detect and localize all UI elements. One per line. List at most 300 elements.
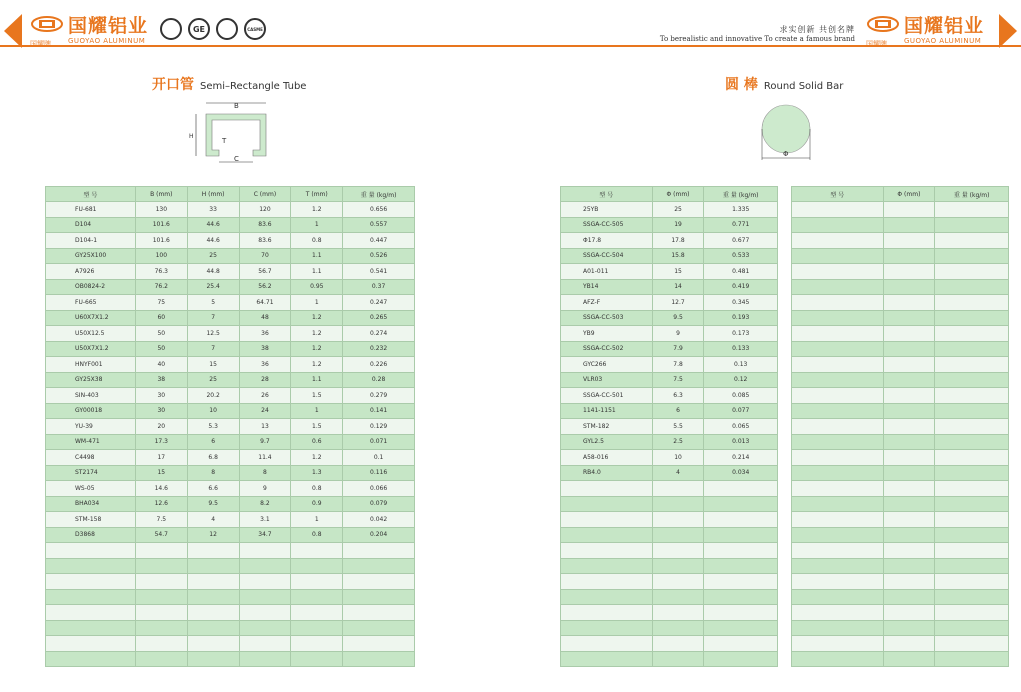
table-cell (935, 496, 1009, 512)
table-cell (135, 636, 187, 652)
table-row (46, 605, 415, 621)
table-cell (935, 279, 1009, 295)
table-cell (652, 636, 704, 652)
table-cell: 76.3 (135, 264, 187, 280)
table-cell (704, 496, 778, 512)
table-row (792, 217, 1009, 233)
table-cell: 0.116 (343, 465, 415, 481)
table-cell (652, 574, 704, 590)
table-cell: 4 (652, 465, 704, 481)
table-cell: 0.065 (704, 419, 778, 435)
table-row (792, 481, 1009, 497)
table-cell: 1.2 (291, 326, 343, 342)
table-cell: 1.2 (291, 341, 343, 357)
table-cell: STM-182 (561, 419, 653, 435)
column-header: Φ (mm) (652, 187, 704, 202)
table-cell (883, 434, 935, 450)
table-cell: 101.6 (135, 217, 187, 233)
table-cell: 0.077 (704, 403, 778, 419)
table-cell: D3868 (46, 527, 136, 543)
table-cell (135, 605, 187, 621)
table-cell: 44.8 (187, 264, 239, 280)
table-cell: 40 (135, 357, 187, 373)
table-cell (561, 527, 653, 543)
table-cell: YB14 (561, 279, 653, 295)
table-row (561, 217, 778, 233)
table-cell: 7 (187, 310, 239, 326)
table-cell: 0.274 (343, 326, 415, 342)
table-cell: 56.2 (239, 279, 291, 295)
table-row (792, 527, 1009, 543)
table-row (561, 264, 778, 280)
table-row (792, 248, 1009, 264)
table-cell: 15 (135, 465, 187, 481)
table-cell: 1 (291, 403, 343, 419)
table-row (792, 233, 1009, 249)
table-cell: 10 (652, 450, 704, 466)
table-row (792, 279, 1009, 295)
table-cell (935, 620, 1009, 636)
table-cell: 15 (652, 264, 704, 280)
table-cell: 20.2 (187, 388, 239, 404)
table-cell: 0.279 (343, 388, 415, 404)
table-cell (883, 558, 935, 574)
table-cell: 0.12 (704, 372, 778, 388)
section-title-round-bar (725, 74, 843, 94)
table-cell (935, 419, 1009, 435)
table-cell: 5.5 (652, 419, 704, 435)
table-cell: 0.9 (291, 496, 343, 512)
table-cell: FU-665 (46, 295, 136, 311)
table-cell: 0.447 (343, 233, 415, 249)
brand-logo-left (30, 15, 149, 48)
table-row (792, 496, 1009, 512)
table-cell: GY25X38 (46, 372, 136, 388)
slogan (660, 24, 855, 43)
table-cell (135, 558, 187, 574)
table-cell: 44.6 (187, 233, 239, 249)
table-row (561, 543, 778, 559)
table-row (46, 341, 415, 357)
table-cell: C4498 (46, 450, 136, 466)
table-cell (792, 341, 884, 357)
table-cell: 28 (239, 372, 291, 388)
table-cell (792, 434, 884, 450)
table-cell: 0.771 (704, 217, 778, 233)
table-row (46, 419, 415, 435)
table-row (46, 403, 415, 419)
table-cell (561, 620, 653, 636)
table-cell (792, 512, 884, 528)
table-cell (935, 295, 1009, 311)
table-cell (935, 372, 1009, 388)
table-cell (561, 543, 653, 559)
table-cell: 30 (135, 388, 187, 404)
table-cell (704, 558, 778, 574)
table-cell: 25YB (561, 202, 653, 218)
table-cell: D104 (46, 217, 136, 233)
brand-name-en: GUOYAO ALUMINUM (904, 37, 982, 45)
table-cell: 0.677 (704, 233, 778, 249)
table-cell (935, 326, 1009, 342)
table-row (561, 558, 778, 574)
table-cell: 64.71 (239, 295, 291, 311)
table-row (561, 605, 778, 621)
table-row (46, 481, 415, 497)
table-cell (291, 605, 343, 621)
table-cell (883, 341, 935, 357)
table-cell (792, 589, 884, 605)
table-row (792, 651, 1009, 667)
table-cell (652, 589, 704, 605)
brand-name-cn: 国耀铝业 (68, 15, 149, 37)
table-cell (135, 651, 187, 667)
table-cell: SIN-403 (46, 388, 136, 404)
table-cell (291, 636, 343, 652)
table-cell (652, 620, 704, 636)
table-cell (935, 543, 1009, 559)
table-cell (883, 310, 935, 326)
table-cell (935, 341, 1009, 357)
table-cell: 0.079 (343, 496, 415, 512)
table-cell: VLR03 (561, 372, 653, 388)
table-cell (883, 217, 935, 233)
table-cell (883, 465, 935, 481)
table-cell (792, 450, 884, 466)
table-cell: 1.1 (291, 264, 343, 280)
table-cell (187, 620, 239, 636)
brand-sub-label: 国耀牌 (866, 40, 887, 48)
table-cell (792, 496, 884, 512)
table-cell: WM-471 (46, 434, 136, 450)
table-cell: 19 (652, 217, 704, 233)
table-cell (239, 605, 291, 621)
table-cell (704, 481, 778, 497)
table-cell (46, 651, 136, 667)
table-cell: 1 (291, 512, 343, 528)
table-cell (291, 543, 343, 559)
table-row (561, 326, 778, 342)
table-cell: BHA034 (46, 496, 136, 512)
table-cell: 7.9 (652, 341, 704, 357)
table-cell (883, 388, 935, 404)
brand-sub-label: 国耀牌 (30, 40, 51, 48)
table-cell: HNYF001 (46, 357, 136, 373)
table-cell (792, 636, 884, 652)
table-cell (343, 589, 415, 605)
table-row (561, 372, 778, 388)
table-row (792, 202, 1009, 218)
table-cell (239, 620, 291, 636)
table-cell: WS-05 (46, 481, 136, 497)
table-cell: 12.5 (187, 326, 239, 342)
table-cell (935, 388, 1009, 404)
table-row (46, 357, 415, 373)
table-cell: YU-39 (46, 419, 136, 435)
table-cell: 0.265 (343, 310, 415, 326)
table-cell (883, 372, 935, 388)
table-row (46, 264, 415, 280)
table-row (792, 388, 1009, 404)
table-row (46, 465, 415, 481)
table-cell: A7926 (46, 264, 136, 280)
slogan-en: To berealistic and innovative To create a famous brand (659, 35, 855, 43)
table-row (792, 310, 1009, 326)
section-title-en: Semi–Rectangle Tube (200, 81, 307, 92)
table-row (792, 403, 1009, 419)
section-title-semi-rectangle (152, 74, 306, 94)
table-cell (187, 589, 239, 605)
table-cell (883, 403, 935, 419)
table-cell (883, 496, 935, 512)
table-row (561, 233, 778, 249)
table-cell: 0.8 (291, 481, 343, 497)
table-cell: 0.1 (343, 450, 415, 466)
table-cell (652, 481, 704, 497)
table-cell (704, 543, 778, 559)
table-row (792, 434, 1009, 450)
table-row (561, 450, 778, 466)
table-cell: 26 (239, 388, 291, 404)
table-cell: 12.7 (652, 295, 704, 311)
table-cell (561, 651, 653, 667)
table-cell (935, 651, 1009, 667)
table-cell (792, 558, 884, 574)
table-cell: 44.6 (187, 217, 239, 233)
brand-logo-right (866, 15, 985, 48)
table-cell: 15.8 (652, 248, 704, 264)
table-row (792, 295, 1009, 311)
column-header: 重 量 (kg/m) (935, 187, 1009, 202)
table-cell (135, 574, 187, 590)
table-cell (704, 605, 778, 621)
table-cell (187, 558, 239, 574)
table-row (561, 574, 778, 590)
table-cell (792, 419, 884, 435)
table-cell: 11.4 (239, 450, 291, 466)
table-cell: 4 (187, 512, 239, 528)
table-cell (792, 372, 884, 388)
table-cell (561, 558, 653, 574)
table-cell: 7 (187, 341, 239, 357)
table-cell: 36 (239, 357, 291, 373)
table-cell (239, 574, 291, 590)
table-cell (704, 574, 778, 590)
column-header: 重 量 (kg/m) (343, 187, 415, 202)
table-cell (883, 605, 935, 621)
table-cell: 0.557 (343, 217, 415, 233)
table-row (561, 512, 778, 528)
table-cell (652, 558, 704, 574)
table-row (792, 450, 1009, 466)
table-cell (883, 248, 935, 264)
table-cell: 0.173 (704, 326, 778, 342)
table-row (46, 450, 415, 466)
table-cell: 48 (239, 310, 291, 326)
section-title-cn: 圆 棒 (725, 77, 758, 93)
table-cell (935, 465, 1009, 481)
table-cell (935, 512, 1009, 528)
table-cell (343, 574, 415, 590)
table-cell (135, 543, 187, 559)
table-cell: RB4.0 (561, 465, 653, 481)
table-row (561, 419, 778, 435)
table-cell (935, 558, 1009, 574)
table-cell (704, 512, 778, 528)
table-row (46, 651, 415, 667)
table-cell: 0.419 (704, 279, 778, 295)
table-cell: 0.013 (704, 434, 778, 450)
table-cell: U50X12.5 (46, 326, 136, 342)
table-cell: 0.204 (343, 527, 415, 543)
table-cell (239, 589, 291, 605)
table-cell: 0.226 (343, 357, 415, 373)
table-row (561, 496, 778, 512)
table-cell: 0.541 (343, 264, 415, 280)
table-cell: 0.345 (704, 295, 778, 311)
table-cell: 50 (135, 326, 187, 342)
table-cell: 0.95 (291, 279, 343, 295)
table-cell (792, 233, 884, 249)
certification-badges (160, 18, 266, 40)
table-cell: 9 (652, 326, 704, 342)
diagram-label-t: T (222, 137, 227, 145)
table-cell (652, 605, 704, 621)
table-row (792, 357, 1009, 373)
round-bar-diagram (758, 102, 818, 168)
table-row (561, 357, 778, 373)
table-row (561, 310, 778, 326)
table-cell: 7.8 (652, 357, 704, 373)
table-cell: AFZ-F (561, 295, 653, 311)
table-cell (935, 574, 1009, 590)
table-cell (291, 589, 343, 605)
table-cell (792, 326, 884, 342)
table-row (46, 434, 415, 450)
table-row (46, 388, 415, 404)
table-row (792, 620, 1009, 636)
table-row (792, 341, 1009, 357)
table-row (561, 481, 778, 497)
table-cell (883, 233, 935, 249)
table-cell: 1.3 (291, 465, 343, 481)
table-row (561, 403, 778, 419)
table-cell: 1.2 (291, 310, 343, 326)
table-cell: 0.8 (291, 233, 343, 249)
brand-emblem-icon (866, 15, 900, 48)
table-cell (704, 620, 778, 636)
table-cell: 0.042 (343, 512, 415, 528)
prev-page-arrow-icon[interactable] (4, 14, 22, 48)
table-cell: 7.5 (135, 512, 187, 528)
table-cell (935, 202, 1009, 218)
table-cell (704, 651, 778, 667)
table-cell (935, 248, 1009, 264)
table-row (46, 558, 415, 574)
table-cell (291, 558, 343, 574)
table-row (46, 636, 415, 652)
table-cell (883, 419, 935, 435)
table-cell: 130 (135, 202, 187, 218)
table-cell (187, 543, 239, 559)
table-cell (883, 264, 935, 280)
table-cell: 0.034 (704, 465, 778, 481)
table-cell: 0.193 (704, 310, 778, 326)
table-cell (652, 512, 704, 528)
table-cell (46, 574, 136, 590)
table-cell: 1.2 (291, 357, 343, 373)
table-row (792, 558, 1009, 574)
section-title-en: Round Solid Bar (763, 81, 844, 92)
table-cell: 6 (652, 403, 704, 419)
table-cell: 17 (135, 450, 187, 466)
table-row (46, 295, 415, 311)
table-cell: 25.4 (187, 279, 239, 295)
table-row (46, 202, 415, 218)
table-cell (792, 295, 884, 311)
table-cell (883, 279, 935, 295)
table-row (46, 620, 415, 636)
table-cell: 38 (239, 341, 291, 357)
table-row (792, 465, 1009, 481)
semi-rectangle-tube-table (45, 186, 415, 667)
table-cell (883, 357, 935, 373)
table-cell: 54.7 (135, 527, 187, 543)
table-cell: 3.1 (239, 512, 291, 528)
diagram-label-c: C (234, 155, 239, 163)
table-cell: 36 (239, 326, 291, 342)
table-cell: 7.5 (652, 372, 704, 388)
table-cell (883, 620, 935, 636)
round-bar-table-b (791, 186, 1009, 667)
table-cell (561, 481, 653, 497)
table-cell (239, 558, 291, 574)
table-cell: 10 (187, 403, 239, 419)
table-cell (561, 512, 653, 528)
table-cell: 9.5 (652, 310, 704, 326)
table-cell (792, 202, 884, 218)
table-row (46, 248, 415, 264)
table-row (46, 543, 415, 559)
table-cell (291, 620, 343, 636)
table-cell (883, 636, 935, 652)
table-cell (935, 636, 1009, 652)
table-cell: 1.335 (704, 202, 778, 218)
table-cell: 56.7 (239, 264, 291, 280)
table-cell (561, 605, 653, 621)
brand-emblem-icon (30, 15, 64, 48)
table-cell (883, 512, 935, 528)
table-row (561, 527, 778, 543)
table-cell: 60 (135, 310, 187, 326)
table-cell: 6.6 (187, 481, 239, 497)
table-cell: 50 (135, 341, 187, 357)
table-cell: 1 (291, 217, 343, 233)
table-cell (652, 651, 704, 667)
table-cell (935, 589, 1009, 605)
table-cell (792, 310, 884, 326)
table-cell: 0.129 (343, 419, 415, 435)
table-cell (792, 279, 884, 295)
table-row (561, 434, 778, 450)
table-row (561, 636, 778, 652)
table-cell: 0.066 (343, 481, 415, 497)
table-cell (883, 589, 935, 605)
next-page-arrow-icon[interactable] (999, 14, 1017, 48)
table-cell: 5.3 (187, 419, 239, 435)
table-cell: 12.6 (135, 496, 187, 512)
table-cell (792, 527, 884, 543)
